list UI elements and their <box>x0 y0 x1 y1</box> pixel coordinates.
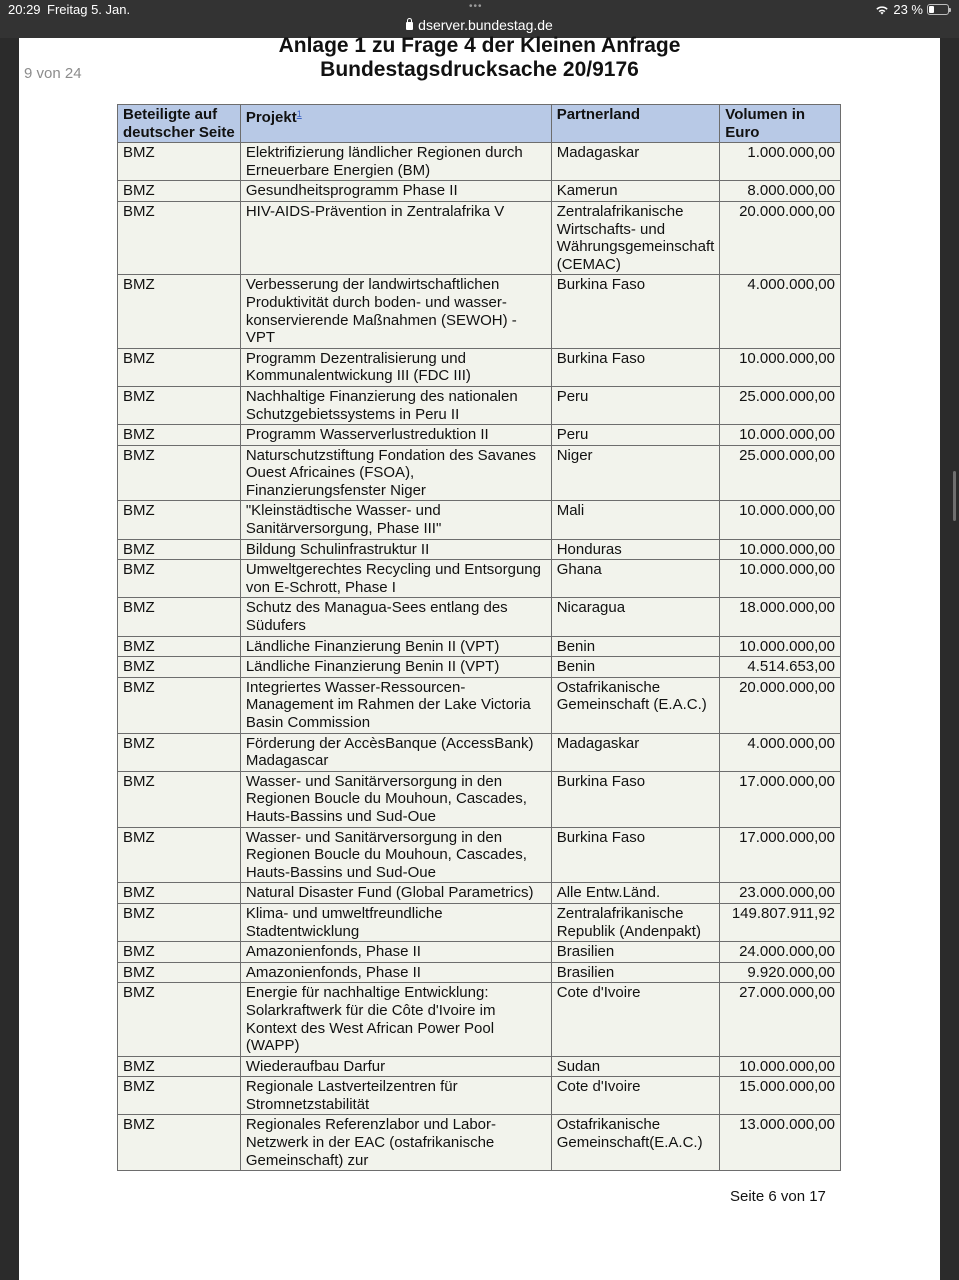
cell-beteiligte: BMZ <box>118 181 241 202</box>
cell-partnerland: Ghana <box>551 560 720 598</box>
cell-volumen: 10.000.000,00 <box>720 560 841 598</box>
status-indicators <box>875 2 949 17</box>
cell-beteiligte: BMZ <box>118 201 241 274</box>
scrollbar[interactable] <box>953 471 956 521</box>
status-date: Freitag 5. Jan. <box>47 2 131 17</box>
cell-beteiligte: BMZ <box>118 771 241 827</box>
cell-partnerland: Cote d'Ivoire <box>551 983 720 1056</box>
cell-volumen: 20.000.000,00 <box>720 677 841 733</box>
table-row <box>118 445 841 501</box>
cell-beteiligte: BMZ <box>118 348 241 386</box>
cell-volumen: 10.000.000,00 <box>720 539 841 560</box>
cell-projekt: Verbesserung der landwirtschaftlichen Produktivität durch boden- und wasser-konservierende Maßnahmen (SEWOH) - VPT <box>240 275 551 348</box>
cell-projekt: Umweltgerechtes Recycling und Entsorgung von E-Schrott, Phase I <box>240 560 551 598</box>
cell-volumen: 4.514.653,00 <box>720 657 841 678</box>
cell-projekt: Naturschutzstiftung Fondation des Savanes Ouest Africaines (FSOA), Finanzierungsfenster Niger <box>240 445 551 501</box>
cell-beteiligte: BMZ <box>118 539 241 560</box>
cell-beteiligte: BMZ <box>118 677 241 733</box>
footnote-link[interactable]: 1 <box>296 109 302 119</box>
cell-partnerland: Kamerun <box>551 181 720 202</box>
cell-partnerland: Peru <box>551 425 720 446</box>
cell-beteiligte: BMZ <box>118 425 241 446</box>
table-row <box>118 425 841 446</box>
cell-volumen: 23.000.000,00 <box>720 883 841 904</box>
cell-volumen: 149.807.911,92 <box>720 903 841 941</box>
cell-beteiligte: BMZ <box>118 962 241 983</box>
cell-projekt: Nachhaltige Finanzierung des nationalen Schutzgebietssystems in Peru II <box>240 386 551 424</box>
header-projekt-label: Projekt <box>245 109 297 126</box>
title-line-1: Anlage 1 zu Frage 4 der Kleinen Anfrage <box>278 34 681 57</box>
cell-volumen: 13.000.000,00 <box>720 1115 841 1171</box>
header-projekt <box>240 105 551 143</box>
lock-icon <box>406 22 413 30</box>
header-volumen: Volumen in Euro <box>720 105 841 143</box>
cell-projekt: Bildung Schulinfrastruktur II <box>240 539 551 560</box>
cell-partnerland: Zentralafrikanische Republik (Andenpakt) <box>551 903 720 941</box>
cell-partnerland: Zentralafrikanische Wirtschafts- und Währungsgemeinschaft (CEMAC) <box>551 201 720 274</box>
table-row <box>118 181 841 202</box>
cell-projekt: Programm Dezentralisierung und Kommunalentwickung III (FDC III) <box>240 348 551 386</box>
cell-projekt: Wiederaufbau Darfur <box>240 1056 551 1077</box>
cell-beteiligte: BMZ <box>118 1056 241 1077</box>
cell-beteiligte: BMZ <box>118 657 241 678</box>
cell-volumen: 8.000.000,00 <box>720 181 841 202</box>
battery-icon <box>927 4 949 15</box>
cell-volumen: 10.000.000,00 <box>720 501 841 539</box>
table-row <box>118 501 841 539</box>
status-time: 20:29 <box>8 2 41 17</box>
cell-projekt: "Kleinstädtische Wasser- und Sanitärversorgung, Phase III" <box>240 501 551 539</box>
cell-projekt: Klima- und umweltfreundliche Stadtentwicklung <box>240 903 551 941</box>
cell-projekt: Elektrifizierung ländlicher Regionen durch Erneuerbare Energien (BM) <box>240 143 551 181</box>
cell-projekt: Natural Disaster Fund (Global Parametrics) <box>240 883 551 904</box>
cell-volumen: 17.000.000,00 <box>720 771 841 827</box>
multitasking-dots-icon[interactable]: ••• <box>469 1 483 12</box>
cell-volumen: 20.000.000,00 <box>720 201 841 274</box>
table-row <box>118 1115 841 1171</box>
header-beteiligte: Beteiligte auf deutscher Seite <box>118 105 241 143</box>
table-row <box>118 733 841 771</box>
table-row <box>118 983 841 1056</box>
battery-percent: 23 % <box>893 2 923 17</box>
cell-volumen: 25.000.000,00 <box>720 386 841 424</box>
cell-beteiligte: BMZ <box>118 1115 241 1171</box>
table-header-row <box>118 105 841 143</box>
projects-table <box>117 104 841 1171</box>
table-row <box>118 275 841 348</box>
table-row <box>118 962 841 983</box>
cell-partnerland: Mali <box>551 501 720 539</box>
cell-beteiligte: BMZ <box>118 827 241 883</box>
table-row <box>118 903 841 941</box>
header-partnerland: Partnerland <box>551 105 720 143</box>
cell-partnerland: Brasilien <box>551 942 720 963</box>
status-bar <box>0 0 959 38</box>
cell-volumen: 24.000.000,00 <box>720 942 841 963</box>
table-row <box>118 1077 841 1115</box>
table-row <box>118 143 841 181</box>
cell-partnerland: Alle Entw.Länd. <box>551 883 720 904</box>
cell-volumen: 10.000.000,00 <box>720 1056 841 1077</box>
table-row <box>118 657 841 678</box>
cell-partnerland: Benin <box>551 657 720 678</box>
table-row <box>118 1056 841 1077</box>
cell-projekt: Förderung der AccèsBanque (AccessBank) Madagascar <box>240 733 551 771</box>
cell-beteiligte: BMZ <box>118 143 241 181</box>
table-body <box>118 143 841 1171</box>
cell-projekt: Amazonienfonds, Phase II <box>240 962 551 983</box>
url-text: dserver.bundestag.de <box>418 17 553 33</box>
table-row <box>118 598 841 636</box>
cell-volumen: 10.000.000,00 <box>720 425 841 446</box>
page-indicator: 9 von 24 <box>24 65 82 82</box>
cell-projekt: Integriertes Wasser-Ressourcen-Management im Rahmen der Lake Victoria Basin Commission <box>240 677 551 733</box>
cell-partnerland: Madagaskar <box>551 143 720 181</box>
cell-partnerland: Burkina Faso <box>551 348 720 386</box>
cell-beteiligte: BMZ <box>118 598 241 636</box>
cell-partnerland: Ostafrikanische Gemeinschaft(E.A.C.) <box>551 1115 720 1171</box>
cell-projekt: Energie für nachhaltige Entwicklung: Solarkraftwerk für die Côte d'Ivoire im Kontext des West African Power Pool (WAPP) <box>240 983 551 1056</box>
cell-volumen: 4.000.000,00 <box>720 275 841 348</box>
table-row <box>118 348 841 386</box>
cell-partnerland: Ostafrikanische Gemeinschaft (E.A.C.) <box>551 677 720 733</box>
cell-beteiligte: BMZ <box>118 560 241 598</box>
cell-projekt: Wasser- und Sanitärversorgung in den Regionen Boucle du Mouhoun, Cascades, Hauts-Bassins und Sud-Oue <box>240 771 551 827</box>
cell-beteiligte: BMZ <box>118 386 241 424</box>
cell-volumen: 17.000.000,00 <box>720 827 841 883</box>
cell-partnerland: Brasilien <box>551 962 720 983</box>
cell-projekt: Programm Wasserverlustreduktion II <box>240 425 551 446</box>
document-title <box>19 34 940 82</box>
table-row <box>118 827 841 883</box>
pdf-page <box>19 34 940 1280</box>
cell-beteiligte: BMZ <box>118 983 241 1056</box>
table-row <box>118 883 841 904</box>
cell-projekt: HIV-AIDS-Prävention in Zentralafrika V <box>240 201 551 274</box>
pdf-viewer[interactable] <box>0 34 959 1280</box>
cell-projekt: Schutz des Managua-Sees entlang des Südufers <box>240 598 551 636</box>
cell-partnerland: Honduras <box>551 539 720 560</box>
cell-volumen: 25.000.000,00 <box>720 445 841 501</box>
wifi-icon <box>875 5 889 15</box>
cell-partnerland: Cote d'Ivoire <box>551 1077 720 1115</box>
table-row <box>118 201 841 274</box>
cell-partnerland: Benin <box>551 636 720 657</box>
cell-projekt: Regionale Lastverteilzentren für Stromnetzstabilität <box>240 1077 551 1115</box>
cell-partnerland: Sudan <box>551 1056 720 1077</box>
cell-volumen: 15.000.000,00 <box>720 1077 841 1115</box>
cell-projekt: Wasser- und Sanitärversorgung in den Regionen Boucle du Mouhoun, Cascades, Hauts-Bassins und Sud-Oue <box>240 827 551 883</box>
table-row <box>118 636 841 657</box>
table-row <box>118 942 841 963</box>
cell-beteiligte: BMZ <box>118 1077 241 1115</box>
cell-beteiligte: BMZ <box>118 636 241 657</box>
table-row <box>118 539 841 560</box>
cell-volumen: 10.000.000,00 <box>720 348 841 386</box>
table-row <box>118 560 841 598</box>
cell-partnerland: Burkina Faso <box>551 827 720 883</box>
cell-volumen: 9.920.000,00 <box>720 962 841 983</box>
table-row <box>118 771 841 827</box>
cell-beteiligte: BMZ <box>118 942 241 963</box>
cell-volumen: 27.000.000,00 <box>720 983 841 1056</box>
cell-beteiligte: BMZ <box>118 501 241 539</box>
cell-volumen: 18.000.000,00 <box>720 598 841 636</box>
address-bar[interactable] <box>0 17 959 33</box>
cell-beteiligte: BMZ <box>118 275 241 348</box>
cell-partnerland: Niger <box>551 445 720 501</box>
cell-partnerland: Peru <box>551 386 720 424</box>
cell-projekt: Ländliche Finanzierung Benin II (VPT) <box>240 636 551 657</box>
table-row <box>118 677 841 733</box>
cell-partnerland: Madagaskar <box>551 733 720 771</box>
cell-projekt: Amazonienfonds, Phase II <box>240 942 551 963</box>
cell-partnerland: Nicaragua <box>551 598 720 636</box>
cell-volumen: 10.000.000,00 <box>720 636 841 657</box>
cell-beteiligte: BMZ <box>118 883 241 904</box>
cell-volumen: 4.000.000,00 <box>720 733 841 771</box>
cell-beteiligte: BMZ <box>118 733 241 771</box>
cell-beteiligte: BMZ <box>118 903 241 941</box>
title-line-2: Bundestagsdrucksache 20/9176 <box>320 58 639 81</box>
cell-projekt: Gesundheitsprogramm Phase II <box>240 181 551 202</box>
table-row <box>118 386 841 424</box>
cell-projekt: Ländliche Finanzierung Benin II (VPT) <box>240 657 551 678</box>
cell-volumen: 1.000.000,00 <box>720 143 841 181</box>
cell-partnerland: Burkina Faso <box>551 771 720 827</box>
page-footer: Seite 6 von 17 <box>730 1188 826 1205</box>
cell-partnerland: Burkina Faso <box>551 275 720 348</box>
cell-projekt: Regionales Referenzlabor und Labor-Netzwerk in der EAC (ostafrikanische Gemeinschaft) zur <box>240 1115 551 1171</box>
cell-beteiligte: BMZ <box>118 445 241 501</box>
